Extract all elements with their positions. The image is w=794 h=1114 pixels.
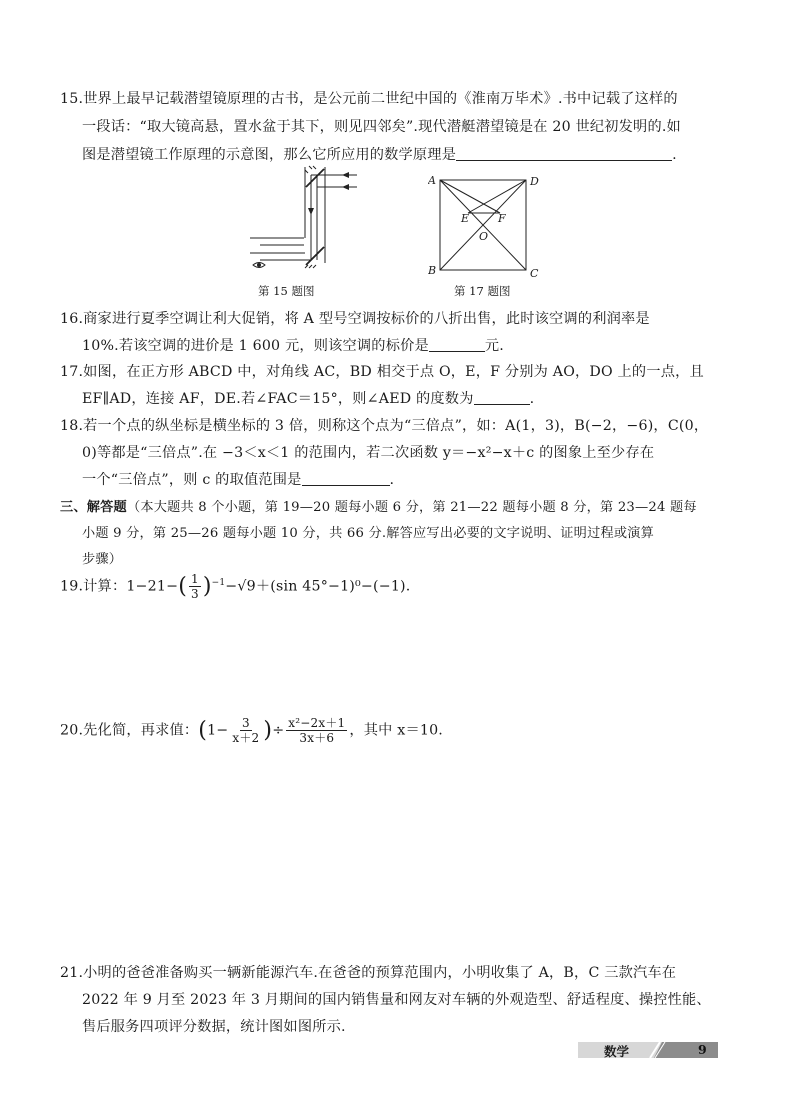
q19-rparen: ) [202, 574, 212, 599]
q19-exponent: −1 [211, 577, 226, 588]
q21-line1: 21.小明的爸爸准备购买一辆新能源汽车.在爸爸的预算范围内，小明收集了 A，B，C 三款汽车在 [60, 965, 677, 981]
section3-desc1: （本大题共 8 个小题，第 19—20 题每小题 6 分，第 21—22 题每小题 8 分，第 23—24 题每 [126, 500, 697, 515]
q19-frac-num: 1 [190, 572, 199, 586]
q20-f1-den: x＋2 [232, 731, 260, 745]
periscope-diagram [250, 165, 360, 277]
q20-f1-num: 3 [241, 716, 250, 730]
section3-title: 三、解答题 [60, 500, 127, 515]
q15-line1: 15.世界上最早记载潜望镜原理的古书，是公元前二世纪中国的《淮南万毕术》.书中记载了这样的 [60, 91, 678, 107]
q15-line3 [82, 144, 677, 164]
q16-line1: 16.商家进行夏季空调让利大促销，将 A 型号空调按标价的八折出售，此时该空调的利润率是 [60, 311, 650, 327]
q21-line3: 售后服务四项评分数据，统计图如图所示. [82, 1019, 346, 1035]
fig17-caption: 第 17 题图 [454, 284, 511, 298]
q18-answer-blank[interactable] [302, 471, 390, 486]
q20-rparen: ) [263, 718, 273, 743]
q17-line2-end: . [529, 391, 535, 407]
q20-expression [60, 716, 443, 745]
q17-line2 [82, 388, 534, 408]
label-d: D [530, 175, 539, 188]
q21-line2: 2022 年 9 月至 2023 年 3 月期间的国内销售量和网友对车辆的外观造型、舒适程度、操控性能、 [82, 992, 711, 1008]
eye-icon [257, 263, 261, 267]
label-b: B [428, 264, 437, 277]
q19-lparen: ( [178, 574, 187, 599]
q18-line3 [82, 469, 394, 489]
section3-line3: 步骤） [82, 552, 123, 567]
q17-answer-blank[interactable] [474, 390, 530, 405]
q20-fraction-2 [286, 716, 347, 745]
square-abcd-diagram [428, 172, 548, 278]
label-e: E [461, 212, 470, 225]
label-c: C [530, 267, 539, 278]
q20-f2-den: 3x＋6 [299, 731, 335, 745]
q18-line3-end: . [389, 472, 395, 488]
q19-expression [60, 572, 411, 601]
section3-line2: 小题 9 分，第 25—26 题每小题 10 分，共 66 分.解答应写出必要的文字说明、证明过程或演算 [82, 526, 655, 541]
page-number: 9 [698, 1042, 707, 1057]
label-o: O [479, 230, 489, 243]
footer-subject: 数学 [604, 1044, 630, 1059]
label-f: F [498, 212, 506, 225]
q20-fraction-1 [230, 716, 261, 745]
q20-a: 1− [207, 722, 229, 739]
q16-answer-blank[interactable] [429, 337, 485, 352]
q18-line3-text: 一个“三倍点”，则 c 的取值范围是 [82, 472, 302, 488]
q19-frac-den: 3 [190, 587, 199, 601]
footer-tab [578, 1040, 718, 1060]
q15-answer-blank[interactable] [456, 146, 672, 161]
q16-line2-text: 10%.若该空调的进价是 1 600 元，则该空调的标价是 [82, 338, 429, 354]
q17-line1: 17.如图，在正方形 ABCD 中，对角线 AC，BD 相交于点 O，E，F 分别为 AO，DO 上的一点，且 [60, 364, 704, 380]
q20-prefix: 20.先化简，再求值： [60, 722, 199, 739]
q16-line2-end: 元. [484, 338, 504, 354]
q19-rest: −√9＋(sin 45°−1)⁰−(−1). [225, 578, 411, 595]
q20-div: ÷ [272, 722, 285, 739]
q19-prefix: 19.计算：1−21− [60, 578, 179, 595]
q18-line2: 0)等都是“三倍点”.在 −3＜x＜1 的范围内，若二次函数 y＝−x²−x＋c 的图象上至少存在 [82, 445, 655, 461]
q19-fraction [189, 572, 201, 601]
q18-line1: 18.若一个点的纵坐标是横坐标的 3 倍，则称这个点为“三倍点”，如：A(1，3)，B(−2，−6)，C(0， [60, 418, 709, 434]
q16-line2 [82, 335, 504, 355]
q15-line3-text: 图是潜望镜工作原理的示意图，那么它所应用的数学原理是 [82, 147, 457, 163]
q15-line2: 一段话：“取大镜高悬，置水盆于其下，则见四邻矣”.现代潜艇潜望镜是在 20 世纪初发明的.如 [82, 119, 681, 135]
fig15-caption: 第 15 题图 [258, 284, 315, 298]
q20-suffix: ，其中 x＝10. [349, 722, 443, 739]
q20-f2-num: x²−2x＋1 [288, 716, 346, 730]
q15-end: . [672, 147, 677, 163]
q17-line2-text: EF∥AD，连接 AF，DE.若∠FAC＝15°，则∠AED 的度数为 [82, 391, 474, 407]
section3-line1 [60, 496, 697, 515]
q20-lparen: ( [198, 718, 208, 743]
label-a: A [428, 174, 436, 187]
